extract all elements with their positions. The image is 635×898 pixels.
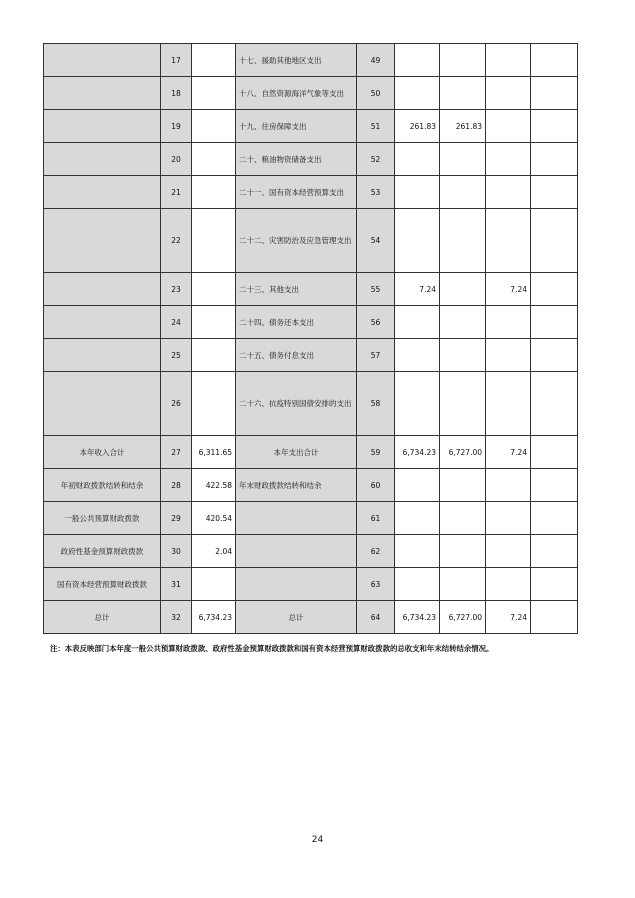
expense-line-cell: 58 — [357, 372, 395, 436]
table-row — [44, 372, 578, 436]
total-amount-cell — [395, 209, 440, 273]
income-amount-cell — [192, 273, 236, 306]
income-line-cell: 25 — [161, 339, 192, 372]
income-item-cell — [44, 306, 161, 339]
fund-budget-cell — [486, 143, 531, 176]
expense-item-cell: 二十五、债务付息支出 — [236, 339, 357, 372]
income-amount-cell — [192, 110, 236, 143]
fund-budget-cell — [486, 339, 531, 372]
income-item-cell: 年初财政拨款结转和结余 — [44, 469, 161, 502]
table-row — [44, 469, 578, 502]
table-row — [44, 209, 578, 273]
general-budget-cell — [440, 176, 486, 209]
total-amount-cell — [395, 535, 440, 568]
table-row — [44, 273, 578, 306]
expense-line-cell: 53 — [357, 176, 395, 209]
income-line-cell: 32 — [161, 601, 192, 634]
income-line-cell: 28 — [161, 469, 192, 502]
income-item-cell — [44, 372, 161, 436]
income-amount-cell — [192, 209, 236, 273]
table-row — [44, 176, 578, 209]
fund-budget-cell — [486, 469, 531, 502]
total-amount-cell — [395, 568, 440, 601]
extra-cell — [531, 469, 578, 502]
general-budget-cell — [440, 339, 486, 372]
extra-cell — [531, 601, 578, 634]
expense-line-cell: 60 — [357, 469, 395, 502]
general-budget-cell — [440, 44, 486, 77]
expense-line-cell: 54 — [357, 209, 395, 273]
income-line-cell: 22 — [161, 209, 192, 273]
expense-item-cell: 十九、住房保障支出 — [236, 110, 357, 143]
extra-cell — [531, 339, 578, 372]
table-row — [44, 339, 578, 372]
income-line-cell: 20 — [161, 143, 192, 176]
fund-budget-cell — [486, 77, 531, 110]
income-amount-cell — [192, 339, 236, 372]
income-amount-cell — [192, 306, 236, 339]
expense-line-cell: 63 — [357, 568, 395, 601]
fund-budget-cell — [486, 535, 531, 568]
expense-item-cell: 二十、粮油物资储备支出 — [236, 143, 357, 176]
expense-line-cell: 51 — [357, 110, 395, 143]
table-row — [44, 44, 578, 77]
income-item-cell — [44, 77, 161, 110]
income-line-cell: 18 — [161, 77, 192, 110]
table-row — [44, 143, 578, 176]
total-amount-cell — [395, 502, 440, 535]
extra-cell — [531, 143, 578, 176]
table-row — [44, 77, 578, 110]
total-amount-cell — [395, 372, 440, 436]
fund-budget-cell — [486, 568, 531, 601]
expense-item-cell: 年末财政拨款结转和结余 — [236, 469, 357, 502]
total-amount-cell — [395, 339, 440, 372]
income-item-cell: 一般公共预算财政拨款 — [44, 502, 161, 535]
total-amount-cell — [395, 306, 440, 339]
extra-cell — [531, 568, 578, 601]
fund-budget-cell — [486, 44, 531, 77]
income-item-cell — [44, 110, 161, 143]
income-line-cell: 24 — [161, 306, 192, 339]
expense-line-cell: 56 — [357, 306, 395, 339]
fund-budget-cell — [486, 176, 531, 209]
income-line-cell: 19 — [161, 110, 192, 143]
expense-line-cell: 55 — [357, 273, 395, 306]
expense-item-cell: 二十二、灾害防治及应急管理支出 — [236, 209, 357, 273]
general-budget-cell — [440, 535, 486, 568]
income-item-cell: 总计 — [44, 601, 161, 634]
extra-cell — [531, 502, 578, 535]
income-line-cell: 17 — [161, 44, 192, 77]
general-budget-cell: 6,727.00 — [440, 601, 486, 634]
table-row — [44, 502, 578, 535]
table-row — [44, 568, 578, 601]
table-row — [44, 601, 578, 634]
general-budget-cell: 261.83 — [440, 110, 486, 143]
total-amount-cell — [395, 44, 440, 77]
income-amount-cell: 6,311.65 — [192, 436, 236, 469]
total-amount-cell: 6,734.23 — [395, 436, 440, 469]
fund-budget-cell — [486, 502, 531, 535]
income-line-cell: 23 — [161, 273, 192, 306]
total-amount-cell — [395, 469, 440, 502]
income-item-cell — [44, 44, 161, 77]
income-amount-cell — [192, 176, 236, 209]
income-amount-cell — [192, 568, 236, 601]
income-line-cell: 30 — [161, 535, 192, 568]
income-line-cell: 31 — [161, 568, 192, 601]
budget-table — [43, 43, 578, 634]
fund-budget-cell: 7.24 — [486, 436, 531, 469]
income-item-cell — [44, 176, 161, 209]
expense-item-cell: 二十一、国有资本经营预算支出 — [236, 176, 357, 209]
total-amount-cell — [395, 143, 440, 176]
total-amount-cell: 6,734.23 — [395, 601, 440, 634]
general-budget-cell: 6,727.00 — [440, 436, 486, 469]
expense-item-cell: 二十六、抗疫特别国债安排的支出 — [236, 372, 357, 436]
general-budget-cell — [440, 143, 486, 176]
income-item-cell: 国有资本经营预算财政拨款 — [44, 568, 161, 601]
income-amount-cell — [192, 372, 236, 436]
expense-line-cell: 49 — [357, 44, 395, 77]
fund-budget-cell: 7.24 — [486, 601, 531, 634]
income-item-cell — [44, 209, 161, 273]
income-amount-cell — [192, 44, 236, 77]
extra-cell — [531, 110, 578, 143]
extra-cell — [531, 306, 578, 339]
extra-cell — [531, 436, 578, 469]
table-row — [44, 436, 578, 469]
general-budget-cell — [440, 209, 486, 273]
expense-line-cell: 64 — [357, 601, 395, 634]
total-amount-cell: 7.24 — [395, 273, 440, 306]
income-item-cell: 政府性基金预算财政拨款 — [44, 535, 161, 568]
extra-cell — [531, 273, 578, 306]
expense-line-cell: 57 — [357, 339, 395, 372]
income-amount-cell: 420.54 — [192, 502, 236, 535]
income-line-cell: 26 — [161, 372, 192, 436]
expense-line-cell: 61 — [357, 502, 395, 535]
page-number: 24 — [311, 835, 324, 845]
total-amount-cell — [395, 176, 440, 209]
extra-cell — [531, 44, 578, 77]
income-amount-cell — [192, 143, 236, 176]
extra-cell — [531, 372, 578, 436]
income-item-cell: 本年收入合计 — [44, 436, 161, 469]
fund-budget-cell — [486, 209, 531, 273]
income-amount-cell — [192, 77, 236, 110]
expense-item-cell — [236, 535, 357, 568]
total-amount-cell — [395, 77, 440, 110]
general-budget-cell — [440, 273, 486, 306]
table-row — [44, 110, 578, 143]
expense-item-cell — [236, 502, 357, 535]
extra-cell — [531, 176, 578, 209]
general-budget-cell — [440, 502, 486, 535]
income-item-cell — [44, 143, 161, 176]
extra-cell — [531, 209, 578, 273]
general-budget-cell — [440, 77, 486, 110]
expense-line-cell: 62 — [357, 535, 395, 568]
fund-budget-cell: 7.24 — [486, 273, 531, 306]
expense-item-cell: 总计 — [236, 601, 357, 634]
table-footnote: 注：本表反映部门本年度一般公共预算财政拨款、政府性基金预算财政拨款和国有资本经营预算财政拨款的总收支和年末结转结余情况。 — [50, 644, 494, 653]
fund-budget-cell — [486, 306, 531, 339]
expense-item-cell — [236, 568, 357, 601]
expense-item-cell: 十七、援助其他地区支出 — [236, 44, 357, 77]
expense-item-cell: 本年支出合计 — [236, 436, 357, 469]
expense-item-cell: 二十四、债务还本支出 — [236, 306, 357, 339]
income-line-cell: 27 — [161, 436, 192, 469]
total-amount-cell: 261.83 — [395, 110, 440, 143]
table-row — [44, 535, 578, 568]
general-budget-cell — [440, 306, 486, 339]
expense-item-cell: 二十三、其他支出 — [236, 273, 357, 306]
general-budget-cell — [440, 372, 486, 436]
extra-cell — [531, 535, 578, 568]
income-item-cell — [44, 339, 161, 372]
expense-item-cell: 十八、自然资源海洋气象等支出 — [236, 77, 357, 110]
general-budget-cell — [440, 469, 486, 502]
fund-budget-cell — [486, 372, 531, 436]
expense-line-cell: 50 — [357, 77, 395, 110]
income-amount-cell: 6,734.23 — [192, 601, 236, 634]
income-item-cell — [44, 273, 161, 306]
extra-cell — [531, 77, 578, 110]
table-row — [44, 306, 578, 339]
income-line-cell: 21 — [161, 176, 192, 209]
expense-line-cell: 52 — [357, 143, 395, 176]
fund-budget-cell — [486, 110, 531, 143]
income-amount-cell: 2.04 — [192, 535, 236, 568]
general-budget-cell — [440, 568, 486, 601]
expense-line-cell: 59 — [357, 436, 395, 469]
income-line-cell: 29 — [161, 502, 192, 535]
income-amount-cell: 422.58 — [192, 469, 236, 502]
